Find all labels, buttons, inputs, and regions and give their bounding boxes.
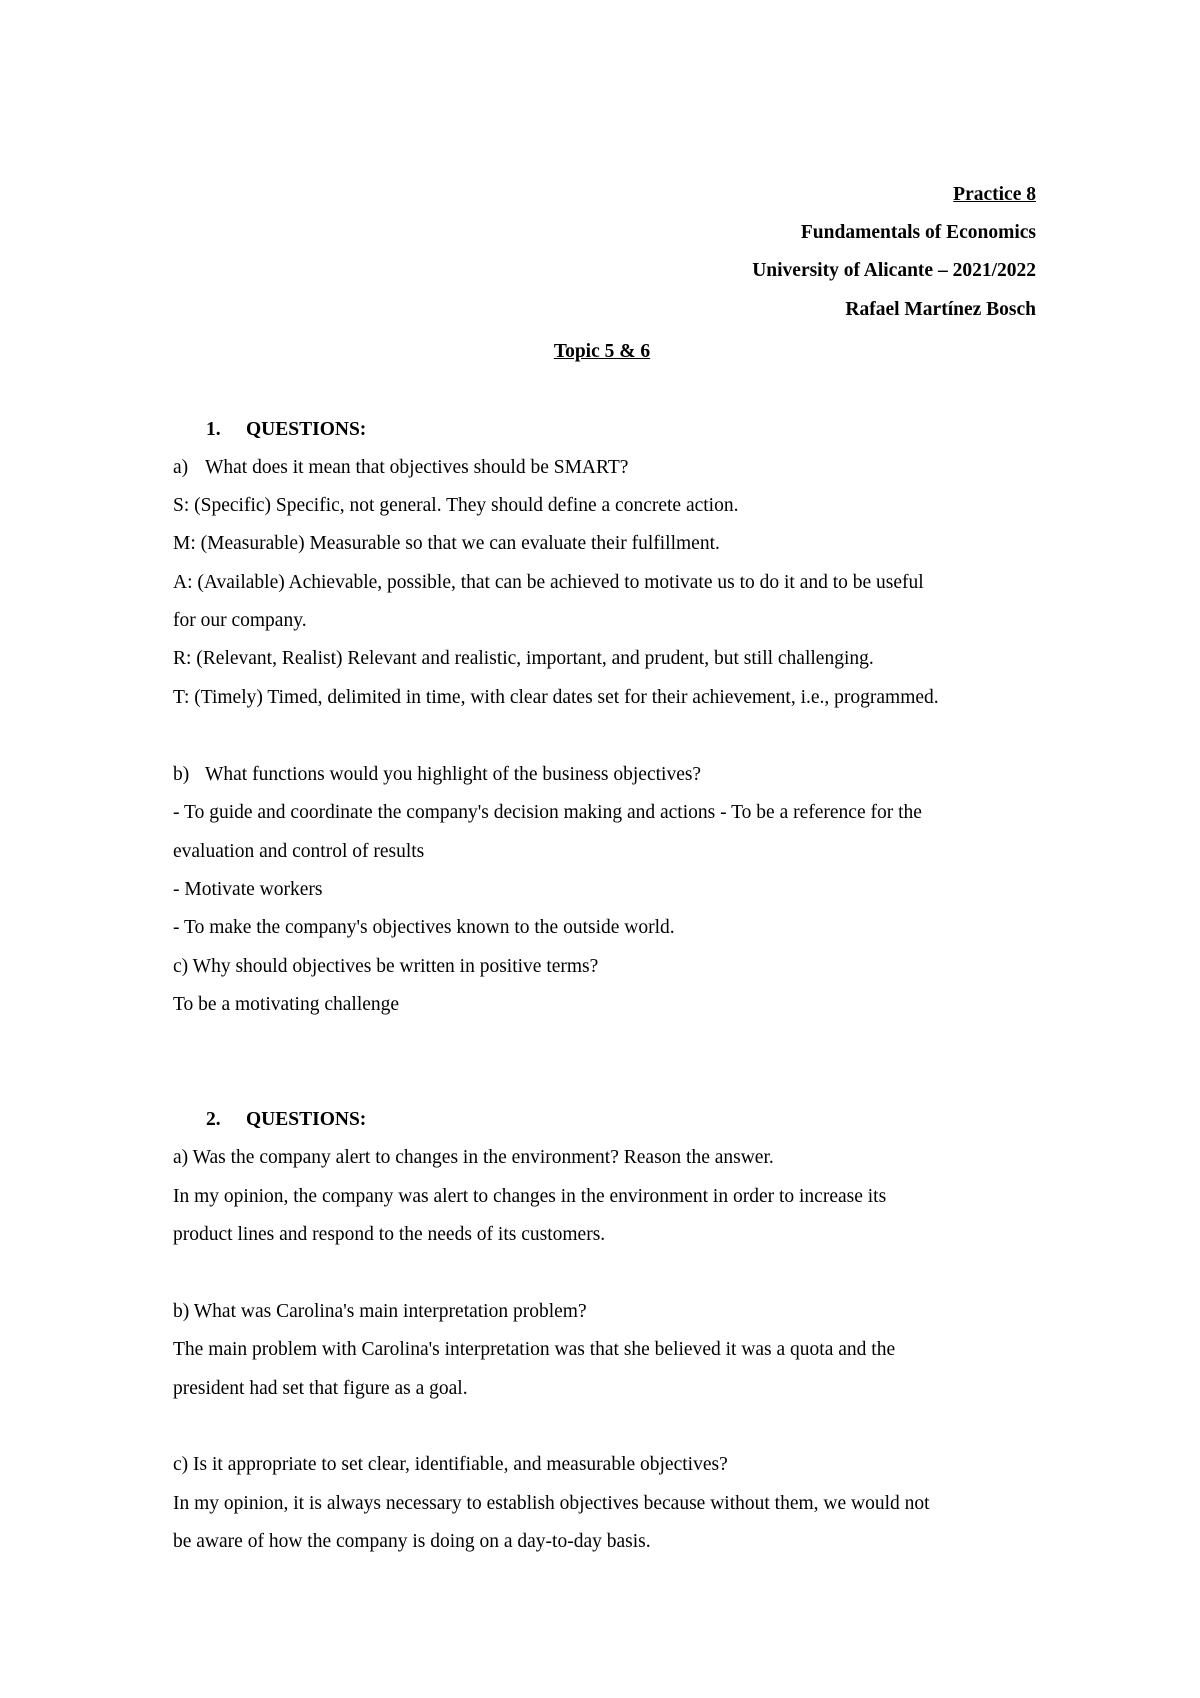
section-2-heading [206,1108,366,1132]
smart-t: T: (Timely) Timed, delimited in time, with clear dates set for their achievement, i.e., programmed. [173,687,939,708]
section-2-number: 2. [206,1109,221,1130]
author-name: Rafael Martínez Bosch [845,299,1036,320]
answer-2c-line-1: In my opinion, it is always necessary to establish objectives because without them, we would not [173,1493,930,1514]
section-1-heading [206,418,366,442]
answer-2b-line-2: president had set that figure as a goal. [173,1378,468,1399]
topic-title: Topic 5 & 6 [553,341,651,362]
answer-2a-line-2: product lines and respond to the needs of its customers. [173,1224,606,1245]
question-2c: c) Is it appropriate to set clear, identifiable, and measurable objectives? [173,1454,728,1475]
practice-title: Practice 8 [953,184,1036,205]
smart-r: R: (Relevant, Realist) Relevant and realistic, important, and prudent, but still challenging. [173,648,874,669]
question-1b-text: What functions would you highlight of the business objectives? [205,764,702,785]
answer-2a-line-1: In my opinion, the company was alert to changes in the environment in order to increase its [173,1186,887,1207]
question-1b-label: b) [173,764,190,785]
question-1a-label: a) [173,457,189,478]
answer-2c-line-2: be aware of how the company is doing on a day-to-day basis. [173,1531,651,1552]
course-name: Fundamentals of Economics [800,222,1036,243]
function-1-line-2: evaluation and control of results [173,841,425,862]
question-2a: a) Was the company alert to changes in the environment? Reason the answer. [173,1147,774,1168]
smart-m: M: (Measurable) Measurable so that we can evaluate their fulfillment. [173,533,720,554]
smart-a-line-2: for our company. [173,610,307,631]
section-2-title: QUESTIONS: [246,1109,367,1130]
function-2: - Motivate workers [173,879,323,900]
question-1a-text: What does it mean that objectives should be SMART? [205,457,629,478]
section-1-number: 1. [206,419,221,440]
question-1c: c) Why should objectives be written in positive terms? [173,956,599,977]
function-3: - To make the company's objectives known to the outside world. [173,917,675,938]
university-line: University of Alicante – 2021/2022 [752,260,1036,281]
smart-s: S: (Specific) Specific, not general. They should define a concrete action. [173,495,739,516]
function-1-line-1: - To guide and coordinate the company's decision making and actions - To be a reference for the [173,802,922,823]
answer-2b-line-1: The main problem with Carolina's interpretation was that she believed it was a quota and the [173,1339,896,1360]
question-1a [173,456,628,480]
question-1b [173,763,701,787]
smart-a-line-1: A: (Available) Achievable, possible, that can be achieved to motivate us to do it and to be useful [173,572,924,593]
answer-1c: To be a motivating challenge [173,994,400,1015]
question-2b: b) What was Carolina's main interpretation problem? [173,1301,587,1322]
section-1-title: QUESTIONS: [246,419,367,440]
